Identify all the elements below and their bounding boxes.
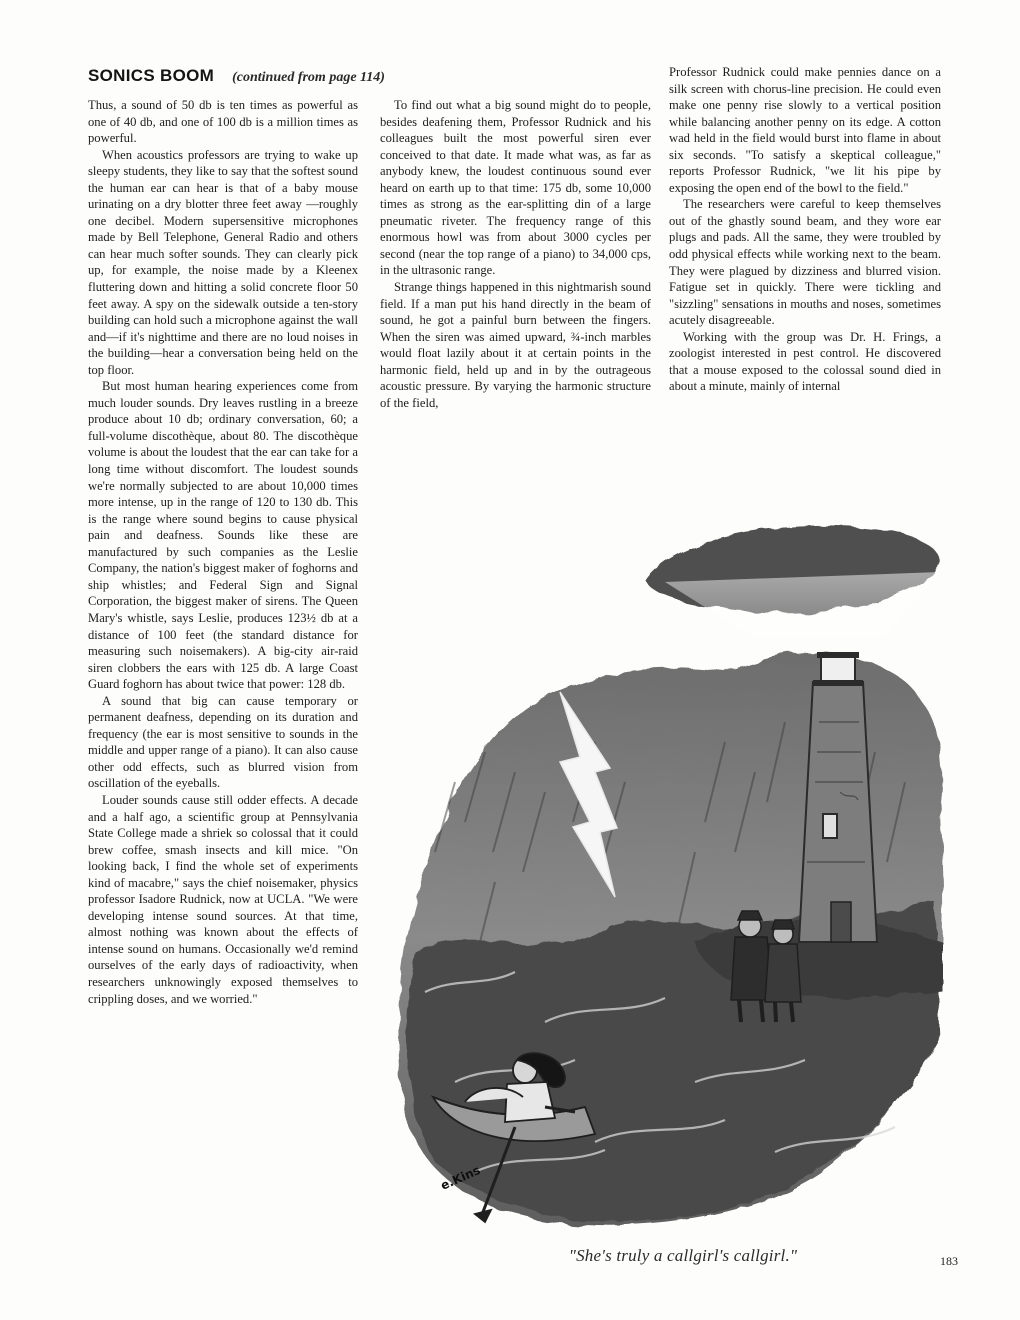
text-column-2 [380,97,651,411]
paragraph: Strange things happened in this nightmarish sound field. If a man put his hand directly in the beam of sound, he got a painful burn between the fingers. When the siren was aimed upward, ¾-inch marbles would float lazily about it at certain points in the harmonic field, held up and in by the outrageous acoustic pressure. By varying the harmonic structure of the field, [380,280,651,410]
paragraph: When acoustics professors are trying to wake up sleepy students, they like to say that the softest sound the human ear can hear is that of a baby mouse urinating on a dry blotter three feet away —roughly one decibel. Modern supersensitive microphones made by Bell Telephone, General Radio and others can hear much softer sounds. They can clearly pick up, for example, the noise made by a Kleenex fluttering down and hitting a solid concrete floor 50 feet away. A spy on the sidewalk outside a ten-story building can hold such a microphone against the wall and—if it's nighttime and there are no loud noises in the building—hear a conversation being held on the top floor. [88,147,358,377]
article-headline [88,66,385,86]
page-number: 183 [940,1254,958,1268]
text-column-3 [669,64,941,395]
paragraph: Working with the group was Dr. H. Frings, a zoologist interested in pest control. He discovered that a mouse exposed to the colossal sound died in about a minute, mainly of internal [669,329,941,394]
paragraph: To find out what a big sound might do to people, besides deafening them, Professor Rudnick and his colleagues built the most powerful siren ever conceived to that date. It made what was, as far as anybody knew, the loudest continuous sound ever heard on earth up to that time: 175 db, some 10,000 times as strong as the ear-splitting din of a large pneumatic riveter. The frequency range of this enormous howl was from about 3000 cycles per second (near the top range of a piano) to 34,000 cps, in the ultrasonic range. [380,98,651,278]
artist-signature: e.Kins [438,1162,483,1193]
paragraph: Professor Rudnick could make pennies dance on a silk screen with chorus-line precision. He could even make one penny rise slowly to a vertical position while balancing another penny on its edge. A cotton wad held in the field would burst into flame in about six seconds. "To satisfy a skeptical colleague," reports Professor Rudnick, "we lit his pipe by exposing the open end of the bowl to the field." [669,65,941,195]
cartoon-illustration [395,522,955,1240]
lighthouse-door [831,902,851,942]
text-column-1 [88,97,358,1007]
paragraph: Thus, a sound of 50 db is ten times as powerful as one of 40 db, and one of 100 db is a million times as powerful. [88,98,358,146]
lighthouse-lamp-house [821,657,855,683]
article-title: SONICS BOOM [88,66,215,85]
paragraph: The researchers were careful to keep themselves out of the ghastly sound beam, and they wore ear plugs and pads. All the same, they were troubled by odd physical effects while working next to the beam. They were plagued by dizziness and blurred vision. Fatigue set in quickly. There were tickling and "sizzling" sensations in mouths and noses, sometimes acutely disagreeable. [669,197,941,328]
paragraph: A sound that big can cause temporary or permanent deafness, depending on its duration and frequency (the ear is most sensitive to sounds in the middle and upper range of a piano). It can also cause other odd effects, such as blurred vision from oscillation of the eyeballs. [88,693,358,791]
continuation-note: (continued from page 114) [232,70,385,85]
cartoon-caption: "She's truly a callgirl's callgirl." [568,1246,798,1265]
paragraph: Louder sounds cause still odder effects. A decade and a half ago, a scientific group at Pennsylvania State College made a shriek so colossal that it could brew coffee, smash insects and kill mice. "On looking back, I find the whole set of experiments kind of macabre," says the chief noisemaker, physics professor Isadore Rudnick, now at UCLA. "We were developing intense sound sources. At that time, almost nothing was known about the effects of intense sound on humans. Occasionally we'd remind ourselves of the early days of radioactivity, when researchers unknowingly exposed themselves to crippling doses, and we worried." [88,792,358,1006]
paragraph: But most human hearing experiences come from much louder sounds. Dry leaves rustling in a breeze produce about 10 db; ordinary conversation, 60; a full-volume discothèque, about 80. The discothèque volume is about the loudest that the ear can take for a long time without discomfort. The loudest sounds we're normally subjected to are about 10,000 times more intense, up in the range of 120 to 130 db. This is the range where sound begins to cause physical pain and deafness. Sounds like these are manufactured by such companies as the Leslie Company, the nation's biggest maker of foghorns and ship whistles; and Federal Sign and Signal Corporation, the biggest maker of sirens. The Queen Mary's whistle, says Leslie, produces 123½ db at a distance of 100 feet (the standard distance for measuring such noisemakers). A big-city air-raid siren clobbers the ears with 125 db. A large Coast Guard foghorn has about twice that power: 128 db. [88,379,358,692]
lighthouse-window [823,814,837,838]
